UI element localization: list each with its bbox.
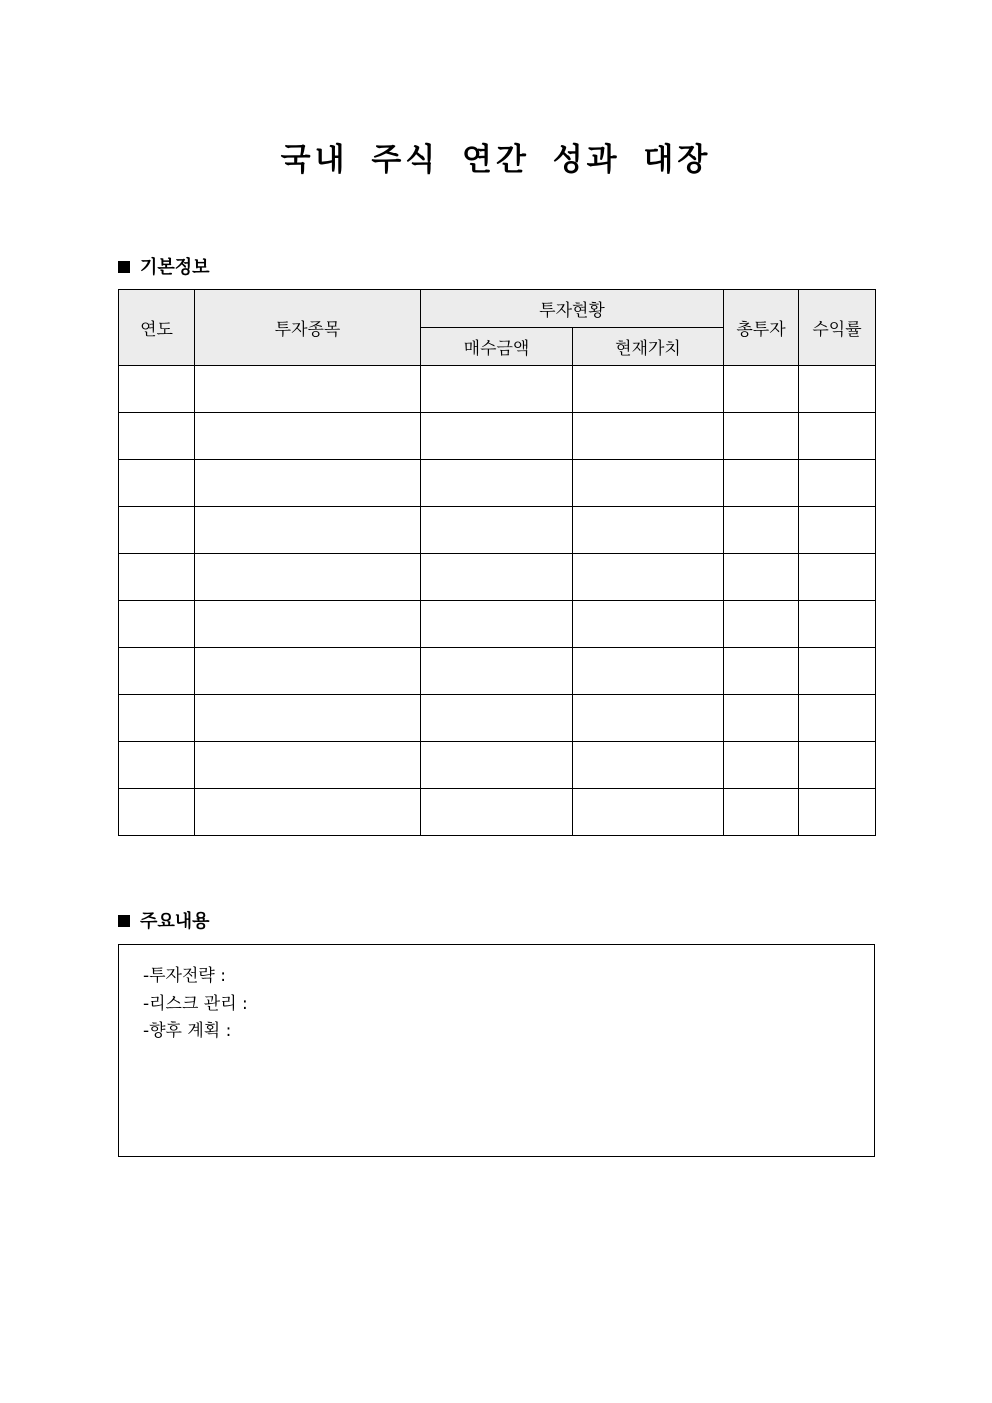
year-cell[interactable] — [119, 413, 195, 460]
purchase-cell[interactable] — [421, 507, 573, 554]
total-investment-cell[interactable] — [724, 554, 799, 601]
return-rate-cell[interactable] — [799, 789, 876, 836]
return-rate-cell[interactable] — [799, 742, 876, 789]
main-content-box[interactable] — [118, 944, 875, 1157]
year-cell[interactable] — [119, 554, 195, 601]
total-investment-cell[interactable] — [724, 648, 799, 695]
current-value-cell[interactable] — [573, 601, 724, 648]
purchase-cell[interactable] — [421, 695, 573, 742]
return-rate-cell[interactable] — [799, 601, 876, 648]
current-value-cell[interactable] — [573, 648, 724, 695]
purchase-cell[interactable] — [421, 554, 573, 601]
total-investment-cell[interactable] — [724, 460, 799, 507]
current-value-cell[interactable] — [573, 507, 724, 554]
year-cell[interactable] — [119, 507, 195, 554]
square-bullet-icon — [118, 915, 130, 927]
current-value-cell[interactable] — [573, 554, 724, 601]
current-value-cell[interactable] — [573, 695, 724, 742]
current-value-cell[interactable] — [573, 460, 724, 507]
item-cell[interactable] — [195, 366, 421, 413]
table-row — [119, 695, 876, 742]
year-cell[interactable] — [119, 789, 195, 836]
main-content-heading — [118, 907, 210, 933]
item-cell[interactable] — [195, 648, 421, 695]
total-investment-cell[interactable] — [724, 601, 799, 648]
main-content-heading-label: 주요내용 — [140, 911, 210, 932]
item-cell[interactable] — [195, 789, 421, 836]
table-row — [119, 554, 876, 601]
column-header-current-value: 현재가치 — [573, 328, 724, 366]
total-investment-cell[interactable] — [724, 366, 799, 413]
item-cell[interactable] — [195, 601, 421, 648]
document-title: 국내 주식 연간 성과 대장 — [280, 142, 712, 178]
note-line-strategy: -투자전략 : — [143, 966, 226, 986]
investment-ledger-table — [118, 289, 876, 836]
return-rate-cell[interactable] — [799, 460, 876, 507]
purchase-cell[interactable] — [421, 742, 573, 789]
total-investment-cell[interactable] — [724, 695, 799, 742]
year-cell[interactable] — [119, 742, 195, 789]
item-cell[interactable] — [195, 554, 421, 601]
table-row — [119, 413, 876, 460]
total-investment-cell[interactable] — [724, 413, 799, 460]
item-cell[interactable] — [195, 742, 421, 789]
column-header-total-investment: 총투자 — [724, 290, 799, 366]
current-value-cell[interactable] — [573, 789, 724, 836]
total-investment-cell[interactable] — [724, 742, 799, 789]
return-rate-cell[interactable] — [799, 554, 876, 601]
return-rate-cell[interactable] — [799, 648, 876, 695]
year-cell[interactable] — [119, 460, 195, 507]
current-value-cell[interactable] — [573, 413, 724, 460]
main-content-lines — [143, 963, 248, 1046]
column-header-purchase: 매수금액 — [421, 328, 573, 366]
item-cell[interactable] — [195, 507, 421, 554]
table-row — [119, 789, 876, 836]
column-header-item: 투자종목 — [195, 290, 421, 366]
note-line-risk: -리스크 관리 : — [143, 993, 248, 1014]
purchase-cell[interactable] — [421, 366, 573, 413]
year-cell[interactable] — [119, 695, 195, 742]
item-cell[interactable] — [195, 460, 421, 507]
purchase-cell[interactable] — [421, 648, 573, 695]
basic-info-heading-label: 기본정보 — [140, 257, 210, 278]
table-row — [119, 601, 876, 648]
table-row — [119, 648, 876, 695]
item-cell[interactable] — [195, 695, 421, 742]
purchase-cell[interactable] — [421, 460, 573, 507]
return-rate-cell[interactable] — [799, 695, 876, 742]
basic-info-heading — [118, 253, 210, 279]
item-cell[interactable] — [195, 413, 421, 460]
column-header-year: 연도 — [119, 290, 195, 366]
table-row — [119, 366, 876, 413]
note-line-plan: -향후 계획 : — [143, 1021, 232, 1041]
year-cell[interactable] — [119, 366, 195, 413]
purchase-cell[interactable] — [421, 789, 573, 836]
purchase-cell[interactable] — [421, 413, 573, 460]
ledger-body — [119, 366, 876, 836]
return-rate-cell[interactable] — [799, 413, 876, 460]
column-header-return-rate: 수익률 — [799, 290, 876, 366]
year-cell[interactable] — [119, 648, 195, 695]
purchase-cell[interactable] — [421, 601, 573, 648]
square-bullet-icon — [118, 261, 130, 273]
table-row — [119, 742, 876, 789]
total-investment-cell[interactable] — [724, 507, 799, 554]
current-value-cell[interactable] — [573, 366, 724, 413]
column-header-status: 투자현황 — [421, 290, 724, 328]
total-investment-cell[interactable] — [724, 789, 799, 836]
table-row — [119, 460, 876, 507]
return-rate-cell[interactable] — [799, 366, 876, 413]
year-cell[interactable] — [119, 601, 195, 648]
return-rate-cell[interactable] — [799, 507, 876, 554]
table-row — [119, 507, 876, 554]
current-value-cell[interactable] — [573, 742, 724, 789]
